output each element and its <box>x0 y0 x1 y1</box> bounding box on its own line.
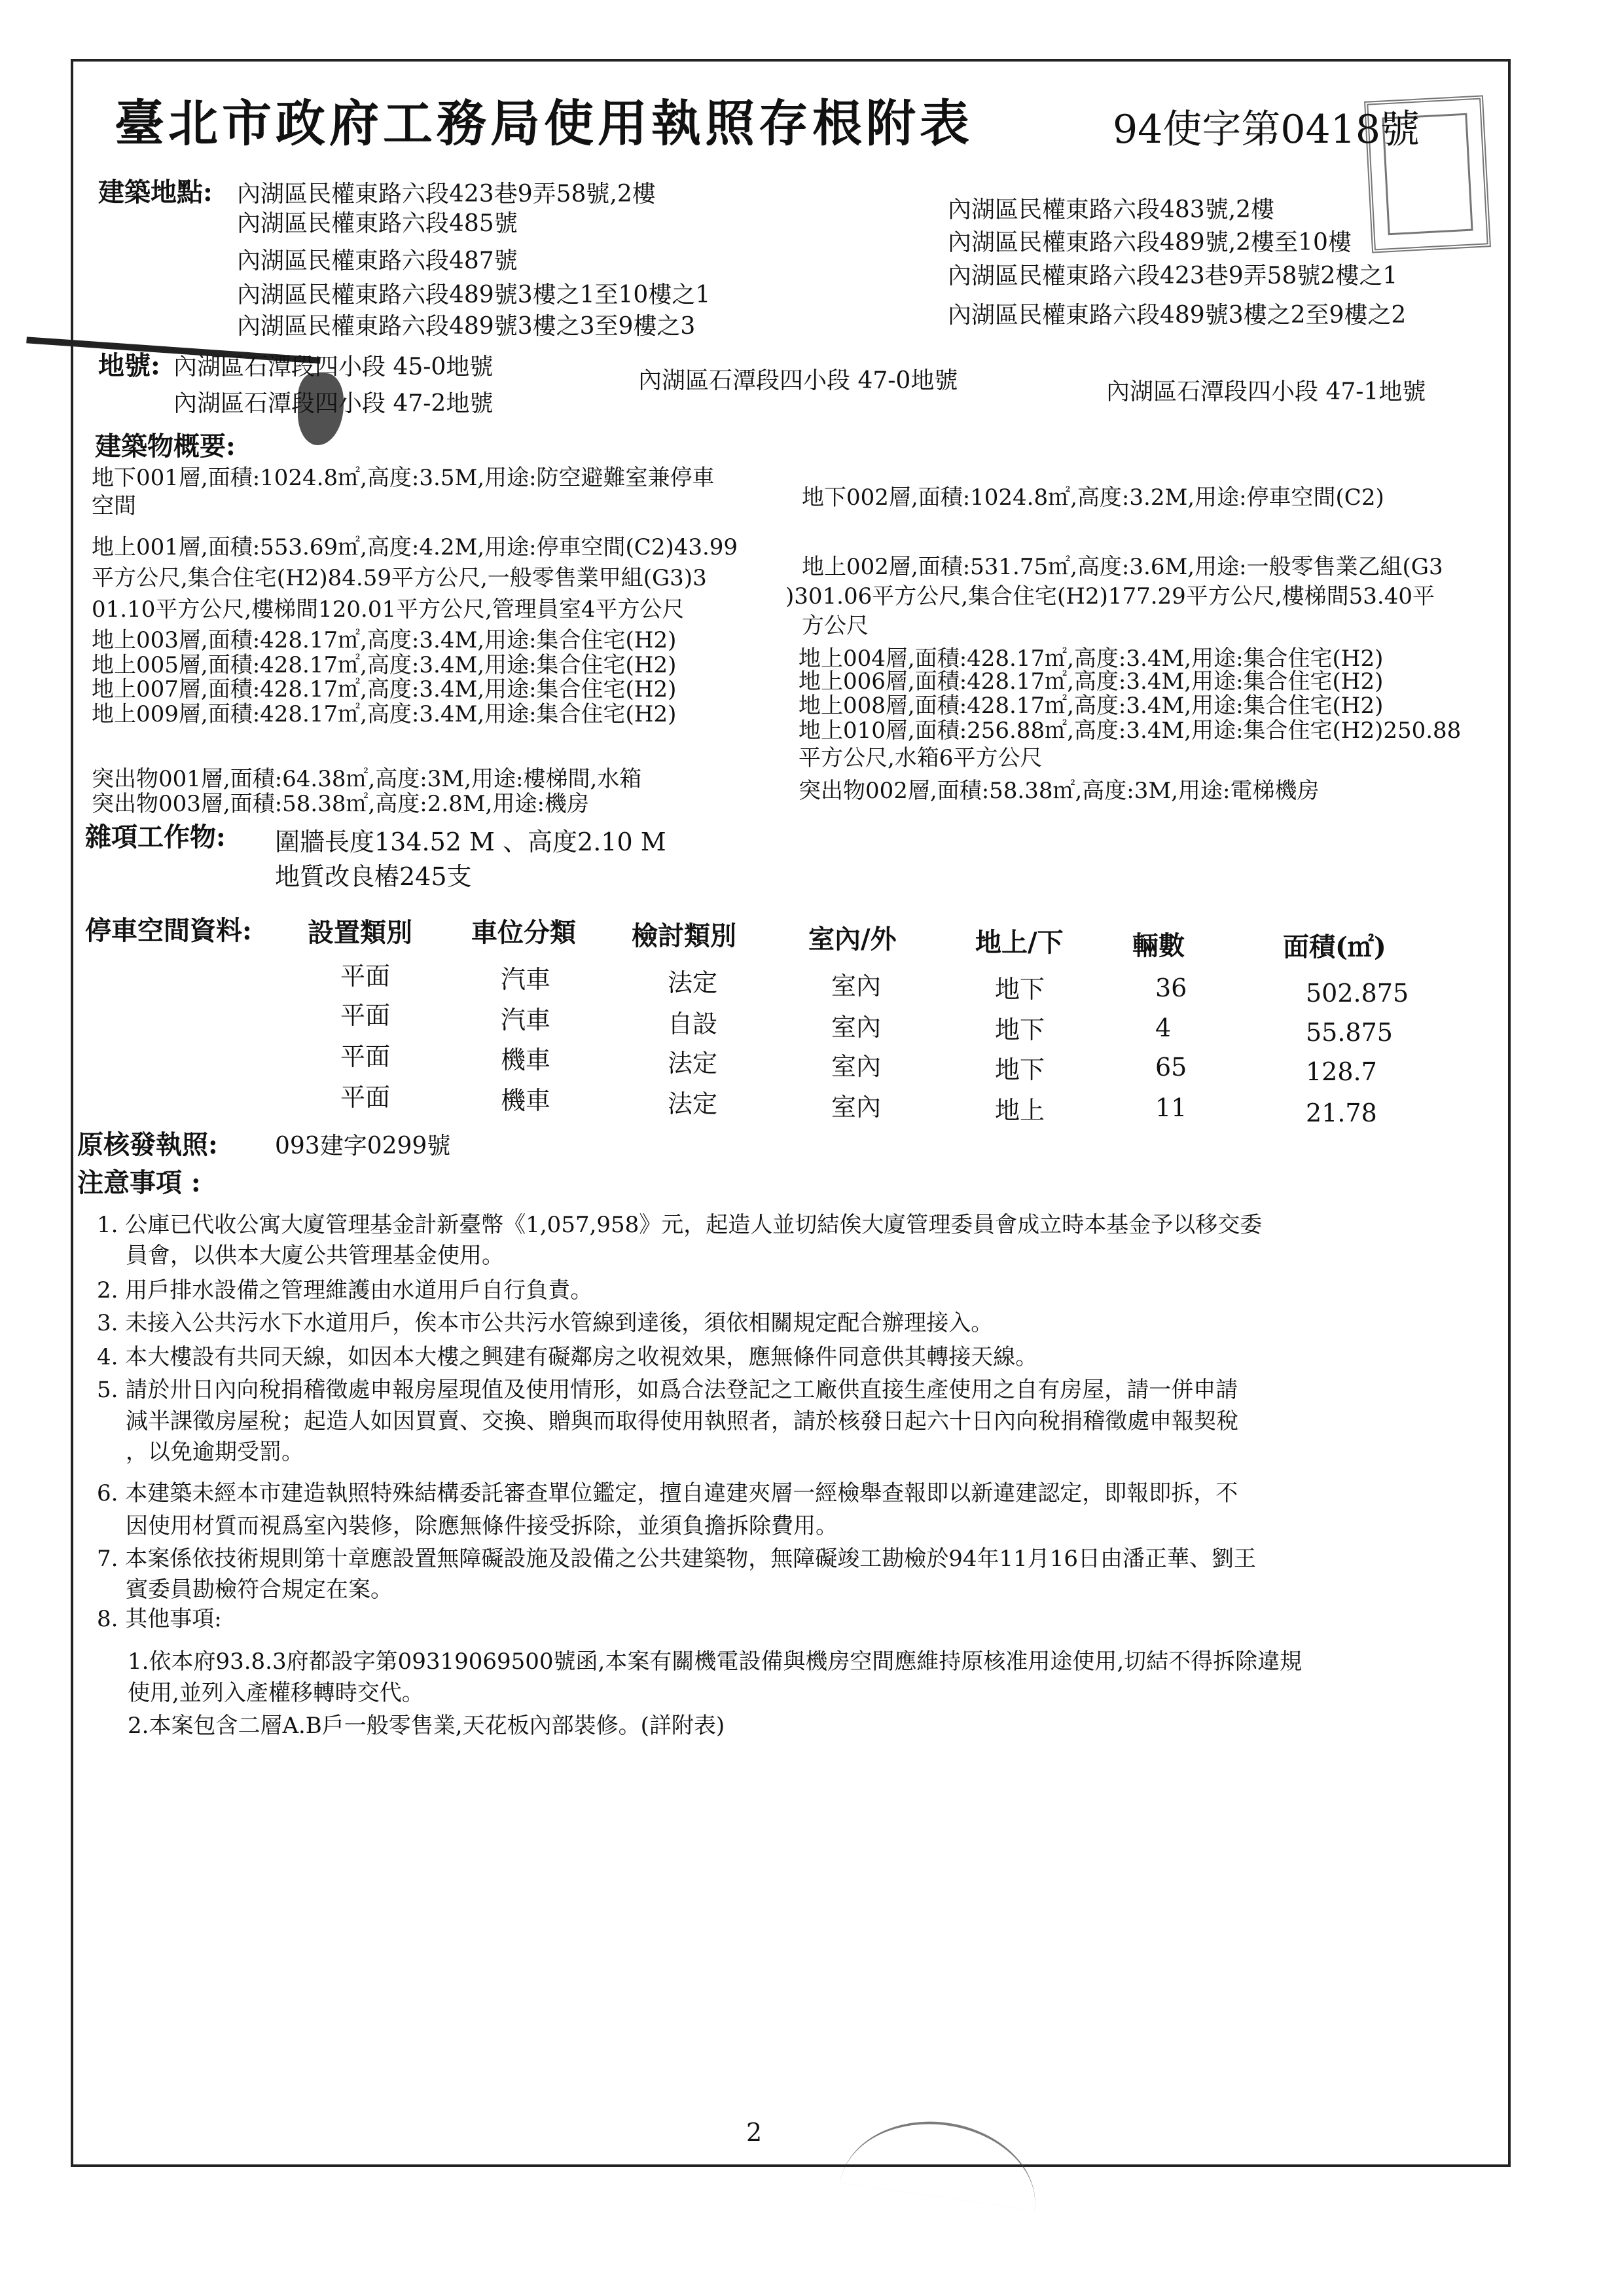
lot-number: 內湖區石潭段四小段 47-2地號 <box>173 390 494 417</box>
parking-header: 車位分類 <box>471 917 576 948</box>
parking-cell: 地下 <box>995 1055 1045 1084</box>
note-line: 5. 請於卅日內向稅捐稽徵處申報房屋現值及使用情形，如爲合法登記之工廠供直接生產使用之自有房屋，請一併申請 <box>97 1377 1238 1403</box>
note-line: 使用,並列入產權移轉時交代。 <box>128 1680 424 1706</box>
parking-cell: 汽車 <box>501 1006 551 1034</box>
original-permit-label: 原核發執照: <box>77 1129 218 1160</box>
parking-header: 檢討類別 <box>632 920 736 951</box>
parking-cell: 機車 <box>501 1046 551 1074</box>
parking-cell: 室內 <box>831 1052 882 1081</box>
parking-cell: 36 <box>1155 974 1187 1002</box>
document-title: 臺北市政府工務局使用執照存根附表 <box>115 94 973 153</box>
note-line: 4. 本大樓設有共同天線，如因本大樓之興建有礙鄰房之收視效果，應無條件同意供其轉接天線。 <box>97 1344 1038 1370</box>
parking-cell: 室內 <box>831 1013 882 1042</box>
misc-line: 圍牆長度134.52 M 、高度2.10 M <box>275 828 666 856</box>
roof-detail: 突出物003層,面積:58.38㎡,高度:2.8M,用途:機房 <box>92 791 589 817</box>
original-permit-value: 093建字0299號 <box>275 1133 451 1159</box>
parking-header: 設置類別 <box>308 917 412 948</box>
parking-cell: 法定 <box>668 1089 718 1118</box>
floor-detail: 空間 <box>92 493 136 519</box>
floor-detail: 地上002層,面積:531.75㎡,高度:3.6M,用途:一般零售業乙組(G3 <box>802 554 1443 580</box>
floor-detail: 地上003層,面積:428.17㎡,高度:3.4M,用途:集合住宅(H2) <box>92 627 677 653</box>
parking-header: 面積(㎡) <box>1283 932 1386 962</box>
misc-label: 雜項工作物: <box>85 822 226 852</box>
floor-detail: 地下001層,面積:1024.8㎡,高度:3.5M,用途:防空避難室兼停車 <box>92 465 715 491</box>
note-line: 減半課徵房屋稅；起造人如因買賣、交換、贈與而取得使用執照者，請於核發日起六十日內向稅捐稽徵處申報契稅 <box>126 1408 1238 1434</box>
floor-detail: 平方公尺,水箱6平方公尺 <box>799 745 1043 771</box>
floor-detail: )301.06平方公尺,集合住宅(H2)177.29平方公尺,樓梯間53.40平 <box>785 583 1435 610</box>
parking-cell: 平面 <box>340 1001 391 1030</box>
page-number: 2 <box>746 2118 763 2147</box>
address-line: 內湖區民權東路六段423巷9弄58號2樓之1 <box>948 263 1398 289</box>
note-line: 1.依本府93.8.3府都設字第09319069500號函,本案有關機電設備與機房空間應維持原核准用途使用,切結不得拆除違規 <box>128 1649 1303 1675</box>
address-line: 內湖區民權東路六段483號,2樓 <box>948 196 1275 223</box>
parking-cell: 502.875 <box>1306 979 1409 1008</box>
parking-header: 地上/下 <box>975 927 1064 958</box>
parking-cell: 室內 <box>831 972 882 1000</box>
parking-cell: 地下 <box>995 975 1045 1004</box>
floor-detail: 地上004層,面積:428.17㎡,高度:3.4M,用途:集合住宅(H2) <box>799 646 1384 672</box>
note-line: 7. 本案係依技術規則第十章應設置無障礙設施及設備之公共建築物，無障礙竣工勘檢於94年11月16日由潘正華、劉王 <box>97 1546 1257 1572</box>
floor-detail: 01.10平方公尺,樓梯間120.01平方公尺,管理員室4平方公尺 <box>92 596 685 623</box>
floor-detail: 地上010層,面積:256.88㎡,高度:3.4M,用途:集合住宅(H2)250.88 <box>799 718 1462 744</box>
address-label: 建築地點: <box>98 177 213 208</box>
floor-detail: 地上005層,面積:428.17㎡,高度:3.4M,用途:集合住宅(H2) <box>92 652 677 678</box>
address-line: 內湖區民權東路六段489號3樓之3至9樓之3 <box>237 313 696 340</box>
note-line: 6. 本建築未經本市建造執照特殊結構委託審查單位鑑定，擅自違建夾層一經檢舉查報即以新違建認定，即報即拆，不 <box>97 1480 1238 1506</box>
note-line: 2.本案包含二層A.B戶一般零售業,天花板內部裝修。(詳附表) <box>128 1713 725 1739</box>
permit-number: 94使字第0418號 <box>1113 107 1420 153</box>
floor-detail: 地上006層,面積:428.17㎡,高度:3.4M,用途:集合住宅(H2) <box>799 668 1384 695</box>
roof-detail: 突出物001層,面積:64.38㎡,高度:3M,用途:樓梯間,水箱 <box>92 766 642 792</box>
floor-detail: 地上008層,面積:428.17㎡,高度:3.4M,用途:集合住宅(H2) <box>799 693 1384 719</box>
lot-number: 內湖區石潭段四小段 47-0地號 <box>638 367 958 394</box>
note-line: 8. 其他事項: <box>97 1606 222 1632</box>
parking-cell: 室內 <box>831 1093 882 1121</box>
note-line: 賓委員勘檢符合規定在案。 <box>126 1576 393 1603</box>
parking-cell: 法定 <box>668 1049 718 1078</box>
floor-detail: 平方公尺,集合住宅(H2)84.59平方公尺,一般零售業甲組(G3)3 <box>92 565 707 591</box>
address-line: 內湖區民權東路六段489號3樓之2至9樓之2 <box>948 302 1407 329</box>
parking-cell: 平面 <box>340 1083 391 1112</box>
parking-header: 輛數 <box>1132 930 1185 961</box>
parking-cell: 11 <box>1155 1093 1187 1122</box>
floor-detail: 地上009層,面積:428.17㎡,高度:3.4M,用途:集合住宅(H2) <box>92 701 677 727</box>
lot-number: 內湖區石潭段四小段 47-1地號 <box>1106 378 1426 405</box>
parking-cell: 128.7 <box>1306 1057 1377 1086</box>
parking-cell: 65 <box>1155 1053 1187 1082</box>
note-line: 3. 未接入公共污水下水道用戶，俟本市公共污水管線到達後，須依相關規定配合辦理接入。 <box>97 1310 994 1336</box>
floor-detail: 地上001層,面積:553.69㎡,高度:4.2M,用途:停車空間(C2)43.99 <box>92 534 738 560</box>
address-line: 內湖區民權東路六段489號3樓之1至10樓之1 <box>237 282 711 308</box>
parking-cell: 平面 <box>340 962 391 991</box>
note-line: 1. 公庫已代收公寓大廈管理基金計新臺幣《1,057,958》元，起造人並切結俟大廈管理委員會成立時本基金予以移交委 <box>97 1212 1263 1238</box>
parking-cell: 21.78 <box>1306 1099 1377 1127</box>
parking-cell: 自設 <box>668 1010 718 1038</box>
floor-detail: 方公尺 <box>802 613 869 639</box>
misc-line: 地質改良樁245支 <box>275 862 472 891</box>
lot-label: 地號: <box>98 350 160 381</box>
roof-detail: 突出物002層,面積:58.38㎡,高度:3M,用途:電梯機房 <box>799 778 1320 804</box>
parking-cell: 法定 <box>668 968 718 997</box>
parking-cell: 地上 <box>995 1096 1045 1125</box>
parking-cell: 平面 <box>340 1042 391 1071</box>
address-line: 內湖區民權東路六段485號 <box>237 210 518 237</box>
parking-cell: 地下 <box>995 1015 1045 1044</box>
parking-cell: 汽車 <box>501 965 551 994</box>
parking-cell: 4 <box>1155 1013 1172 1042</box>
address-line: 內湖區民權東路六段487號 <box>237 247 518 274</box>
address-line: 內湖區民權東路六段489號,2樓至10樓 <box>948 229 1352 256</box>
parking-header: 室內/外 <box>808 924 897 955</box>
note-line: ，以免逾期受罰。 <box>126 1439 304 1465</box>
lot-number: 內湖區石潭段四小段 45-0地號 <box>173 354 494 380</box>
overview-label: 建築物概要: <box>95 431 236 462</box>
note-line: 2. 用戶排水設備之管理維護由水道用戶自行負責。 <box>97 1277 593 1303</box>
floor-detail: 地上007層,面積:428.17㎡,高度:3.4M,用途:集合住宅(H2) <box>92 676 677 702</box>
notes-label: 注意事項 : <box>77 1167 201 1198</box>
note-line: 因使用材質而視爲室內裝修，除應無條件接受拆除，並須負擔拆除費用。 <box>126 1513 838 1539</box>
note-line: 員會，以供本大廈公共管理基金使用。 <box>126 1243 504 1269</box>
address-line: 內湖區民權東路六段423巷9弄58號,2樓 <box>237 181 656 208</box>
parking-cell: 55.875 <box>1306 1018 1393 1047</box>
floor-detail: 地下002層,面積:1024.8㎡,高度:3.2M,用途:停車空間(C2) <box>802 484 1384 511</box>
parking-label: 停車空間資料: <box>85 915 252 946</box>
parking-cell: 機車 <box>501 1086 551 1115</box>
